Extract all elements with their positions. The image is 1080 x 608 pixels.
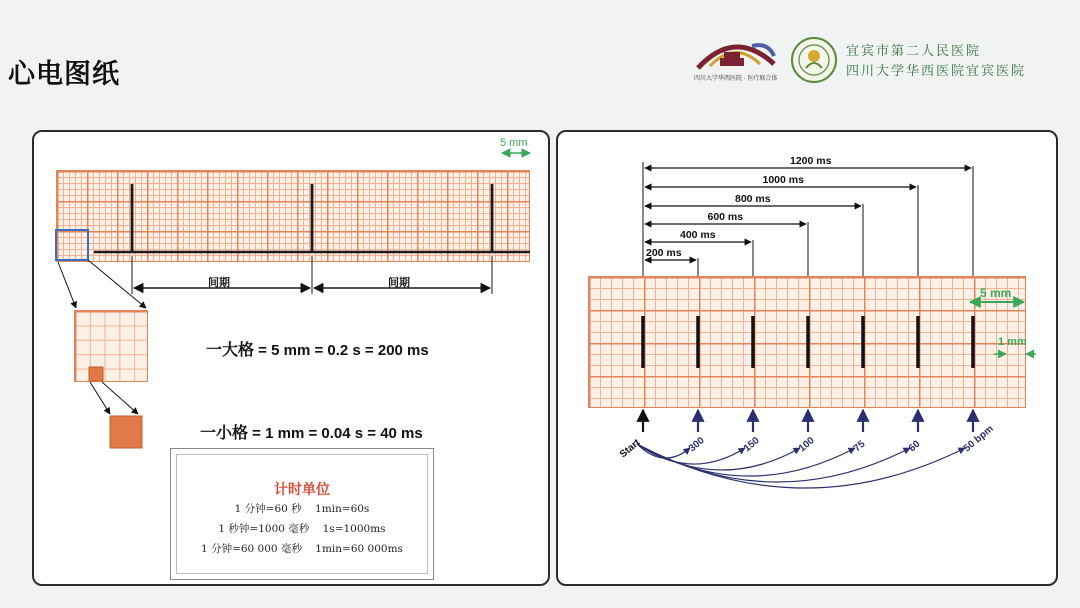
interval-label-1: 间期 (208, 276, 230, 289)
rate-label-6: 60 (906, 438, 923, 455)
small-box-highlight (89, 367, 103, 381)
ms-label-2: 400 ms (680, 229, 716, 241)
ms-label-6: 1200 ms (790, 155, 832, 167)
zoom-arrow-right (88, 260, 146, 308)
five-mm-label-right: 5 mm (980, 286, 1012, 300)
page-title: 心电图纸 (8, 59, 120, 90)
timing-line-2: 1 秒钟=1000 毫秒 1s=1000ms (218, 523, 386, 535)
rate-label-5: 75 (851, 438, 868, 455)
timing-units-inner-frame (176, 454, 428, 574)
one-mm-label-right: 1 mm (998, 336, 1027, 348)
right-overlay (558, 132, 1056, 584)
big-box-highlight (56, 230, 88, 260)
right-panel (556, 130, 1058, 586)
zoom-arrow-left (58, 262, 76, 308)
ms-label-5: 1000 ms (762, 174, 804, 186)
five-mm-label: 5 mm (500, 137, 528, 149)
timing-line-1: 1 分钟=60 秒 1min=60s (234, 503, 370, 515)
small-box-equation-text: = 1 mm = 0.04 s = 40 ms (248, 425, 423, 442)
hospital-emblem-logo (690, 34, 780, 86)
rate-arc-1 (637, 444, 690, 458)
svg-text:四川大学华西医院 · 医疗联合体: 四川大学华西医院 · 医疗联合体 (694, 76, 778, 82)
interval-label-2: 间期 (388, 276, 410, 289)
big-box-equation (206, 337, 429, 360)
hospital-name-line1: 宜宾市第二人民医院 (846, 44, 982, 59)
small-box-prefix: 一小格 (200, 423, 249, 442)
hospital-name-line2: 四川大学华西医院宜宾医院 (846, 64, 1027, 79)
timing-line-3: 1 分钟=60 000 毫秒 1min=60 000ms (201, 543, 403, 555)
ms-label-1: 200 ms (646, 247, 682, 259)
rate-label-3: 150 (741, 435, 762, 455)
timing-units-box (170, 448, 434, 580)
rate-diagram-group (618, 155, 1036, 488)
small-box-equation (200, 420, 423, 443)
rate-label-1: Start (617, 437, 643, 461)
big-box-equation-text: = 5 mm = 0.2 s = 200 ms (254, 342, 429, 359)
rate-label-4: 100 (796, 435, 817, 455)
timing-units-title: 计时单位 (274, 482, 330, 498)
big-box-prefix: 一大格 (206, 340, 255, 359)
ms-label-3: 600 ms (707, 211, 744, 223)
rate-label-7: 50 bpm (961, 423, 996, 455)
rate-label-2: 300 (686, 435, 707, 455)
ms-label-4: 800 ms (735, 193, 771, 205)
hospital-seal-logo (790, 36, 838, 84)
small-box-enlarged (110, 416, 142, 448)
